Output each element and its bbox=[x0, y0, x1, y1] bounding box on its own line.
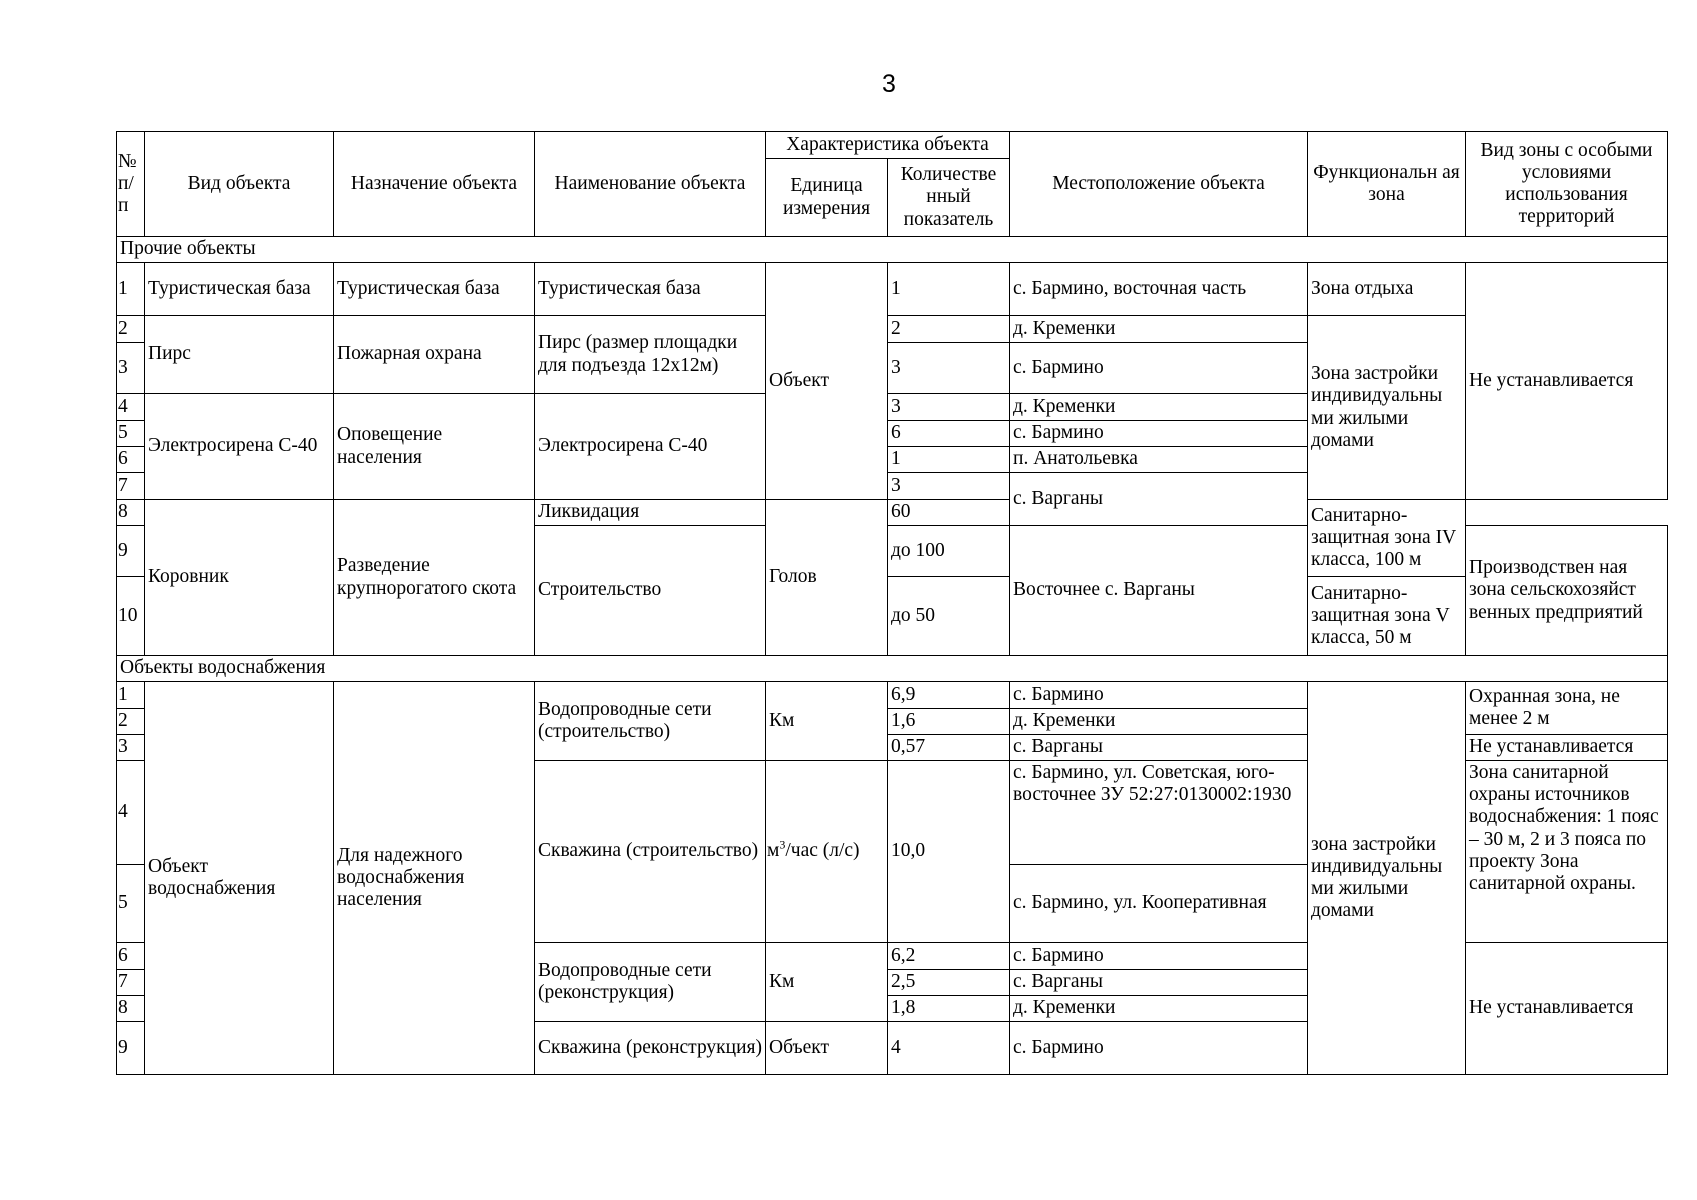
cell-mesto: с. Варганы bbox=[1010, 970, 1308, 996]
row-number: 3 bbox=[117, 343, 145, 394]
row-number: 4 bbox=[117, 761, 145, 865]
cell-kolichestvo: 6,2 bbox=[888, 943, 1010, 970]
cell-mesto: с. Бармино, ул. Советская, юго-восточнее ЗУ 52:27:0130002:1930 bbox=[1010, 761, 1308, 865]
cell-kolichestvo: 6,9 bbox=[888, 682, 1010, 709]
row-number: 7 bbox=[117, 970, 145, 996]
section-row bbox=[117, 237, 1668, 263]
cell-naimenovanie: Скважина (реконструкция) bbox=[535, 1022, 766, 1075]
cell-naimenovanie: Водопроводные сети (реконструкция) bbox=[535, 943, 766, 1022]
row-number: 9 bbox=[117, 526, 145, 577]
cell-kolichestvo: 3 bbox=[888, 394, 1010, 421]
cell-vid-zony: Не устанавливается bbox=[1466, 263, 1668, 500]
cell-kolichestvo: до 50 bbox=[888, 577, 1010, 656]
cell-vid: Пирс bbox=[145, 316, 334, 394]
table-row bbox=[117, 316, 1668, 343]
cell-naznachenie: Пожарная охрана bbox=[334, 316, 535, 394]
cell-naimenovanie: Водопроводные сети (строительство) bbox=[535, 682, 766, 761]
cell-zona: Зона отдыха bbox=[1308, 263, 1466, 316]
cell-naimenovanie: Пирс (размер площадки для подъезда 12х12м) bbox=[535, 316, 766, 394]
section-row bbox=[117, 656, 1668, 682]
cell-mesto: с. Бармино bbox=[1010, 682, 1308, 709]
cell-kolichestvo: 10,0 bbox=[888, 761, 1010, 943]
cell-mesto: с. Бармино, восточная часть bbox=[1010, 263, 1308, 316]
unit-superscript: 3 bbox=[779, 837, 786, 852]
cell-naimenovanie: Скважина (строительство) bbox=[535, 761, 766, 943]
cell-zona: Зона застройки индивидуальны ми жилыми домами bbox=[1308, 316, 1466, 500]
cell-kolichestvo: 2 bbox=[888, 316, 1010, 343]
cell-mesto: с. Бармино bbox=[1010, 943, 1308, 970]
cell-kolichestvo: 1,8 bbox=[888, 996, 1010, 1022]
cell-naimenovanie: Ликвидация bbox=[535, 500, 766, 526]
cell-naimenovanie: Электросирена С-40 bbox=[535, 394, 766, 500]
cell-kolichestvo: 2,5 bbox=[888, 970, 1010, 996]
cell-mesto: с. Варганы bbox=[1010, 473, 1308, 526]
cell-kolichestvo: 3 bbox=[888, 343, 1010, 394]
row-number: 9 bbox=[117, 1022, 145, 1075]
header-vid-zony: Вид зоны с особыми условиями использования территорий bbox=[1466, 132, 1668, 237]
cell-kolichestvo: 3 bbox=[888, 473, 1010, 500]
cell-vid-zony: Не устанавливается bbox=[1466, 943, 1668, 1075]
cell-edinica bbox=[766, 761, 888, 943]
row-number: 8 bbox=[117, 996, 145, 1022]
cell-mesto: п. Анатольевка bbox=[1010, 447, 1308, 473]
cell-zona: Производствен ная зона сельскохозяйст венных предприятий bbox=[1466, 526, 1668, 656]
cell-naimenovanie: Строительство bbox=[535, 526, 766, 656]
row-number: 8 bbox=[117, 500, 145, 526]
cell-zona: зона застройки индивидуальны ми жилыми домами bbox=[1308, 682, 1466, 1075]
cell-vid: Коровник bbox=[145, 500, 334, 656]
row-number: 7 bbox=[117, 473, 145, 500]
header-zona: Функциональн ая зона bbox=[1308, 132, 1466, 237]
header-edinica: Единица измерения bbox=[766, 159, 888, 237]
cell-vid: Туристическая база bbox=[145, 263, 334, 316]
row-number: 2 bbox=[117, 709, 145, 735]
cell-naznachenie: Оповещение населения bbox=[334, 394, 535, 500]
cell-edinica: Км bbox=[766, 682, 888, 761]
cell-kolichestvo: 4 bbox=[888, 1022, 1010, 1075]
cell-mesto: д. Кременки bbox=[1010, 394, 1308, 421]
header-kolichestvo: Количестве нный показатель bbox=[888, 159, 1010, 237]
row-number: 10 bbox=[117, 577, 145, 656]
cell-naznachenie: Для надежного водоснабжения населения bbox=[334, 682, 535, 1075]
cell-naznachenie: Туристическая база bbox=[334, 263, 535, 316]
header-vid: Вид объекта bbox=[145, 132, 334, 237]
page-number: 3 bbox=[882, 70, 896, 98]
header-harakteristika: Характеристика объекта bbox=[766, 132, 1010, 159]
cell-mesto: с. Варганы bbox=[1010, 735, 1308, 761]
cell-naznachenie: Разведение крупнорогатого скота bbox=[334, 500, 535, 656]
section-title: Объекты водоснабжения bbox=[117, 656, 1668, 682]
cell-mesto: Восточнее с. Варганы bbox=[1010, 526, 1308, 656]
cell-kolichestvo: до 100 bbox=[888, 526, 1010, 577]
row-number: 4 bbox=[117, 394, 145, 421]
cell-edinica: Км bbox=[766, 943, 888, 1022]
cell-mesto: с. Бармино bbox=[1010, 421, 1308, 447]
cell-vid-zony: Санитарно-защитная зона V класса, 50 м bbox=[1308, 577, 1466, 656]
row-number: 3 bbox=[117, 735, 145, 761]
cell-kolichestvo: 1 bbox=[888, 263, 1010, 316]
cell-edinica: Объект bbox=[766, 263, 888, 500]
cell-mesto: д. Кременки bbox=[1010, 316, 1308, 343]
cell-naimenovanie: Туристическая база bbox=[535, 263, 766, 316]
cell-vid: Объект водоснабжения bbox=[145, 682, 334, 1075]
objects-table bbox=[116, 131, 1668, 1075]
row-number: 1 bbox=[117, 263, 145, 316]
row-number: 5 bbox=[117, 865, 145, 943]
cell-edinica: Голов bbox=[766, 500, 888, 656]
row-number: 5 bbox=[117, 421, 145, 447]
cell-kolichestvo: 60 bbox=[888, 500, 1010, 526]
cell-mesto: д. Кременки bbox=[1010, 709, 1308, 735]
header-num: № п/ п bbox=[117, 132, 145, 237]
cell-mesto: д. Кременки bbox=[1010, 996, 1308, 1022]
row-number: 2 bbox=[117, 316, 145, 343]
row-number: 6 bbox=[117, 447, 145, 473]
cell-vid-zony: Не устанавливается bbox=[1466, 735, 1668, 761]
cell-mesto: с. Бармино bbox=[1010, 343, 1308, 394]
cell-kolichestvo: 6 bbox=[888, 421, 1010, 447]
cell-vid: Электросирена С-40 bbox=[145, 394, 334, 500]
cell-kolichestvo: 1 bbox=[888, 447, 1010, 473]
row-number: 1 bbox=[117, 682, 145, 709]
cell-kolichestvo: 0,57 bbox=[888, 735, 1010, 761]
cell-vid-zony: Санитарно-защитная зона IV класса, 100 м bbox=[1308, 500, 1466, 577]
header-mestopolozhenie: Местоположение объекта bbox=[1010, 132, 1308, 237]
cell-kolichestvo: 1,6 bbox=[888, 709, 1010, 735]
cell-edinica: Объект bbox=[766, 1022, 888, 1075]
header-naznachenie: Назначение объекта bbox=[334, 132, 535, 237]
unit-rest: /час (л/с) bbox=[785, 840, 860, 862]
table-header-row bbox=[117, 132, 1668, 159]
table-row bbox=[117, 500, 1668, 526]
cell-vid-zony: Зона санитарной охраны источников водоснабжения: 1 пояс – 30 м, 2 и 3 пояса по проекту Зона санитарной охраны. bbox=[1466, 761, 1668, 943]
table-row bbox=[117, 263, 1668, 316]
unit-base: м bbox=[767, 840, 780, 862]
cell-mesto: с. Бармино bbox=[1010, 1022, 1308, 1075]
table-row bbox=[117, 682, 1668, 709]
header-naimenovanie: Наименование объекта bbox=[535, 132, 766, 237]
cell-mesto: с. Бармино, ул. Кооперативная bbox=[1010, 865, 1308, 943]
section-title: Прочие объекты bbox=[117, 237, 1668, 263]
cell-vid-zony: Охранная зона, не менее 2 м bbox=[1466, 682, 1668, 735]
row-number: 6 bbox=[117, 943, 145, 970]
